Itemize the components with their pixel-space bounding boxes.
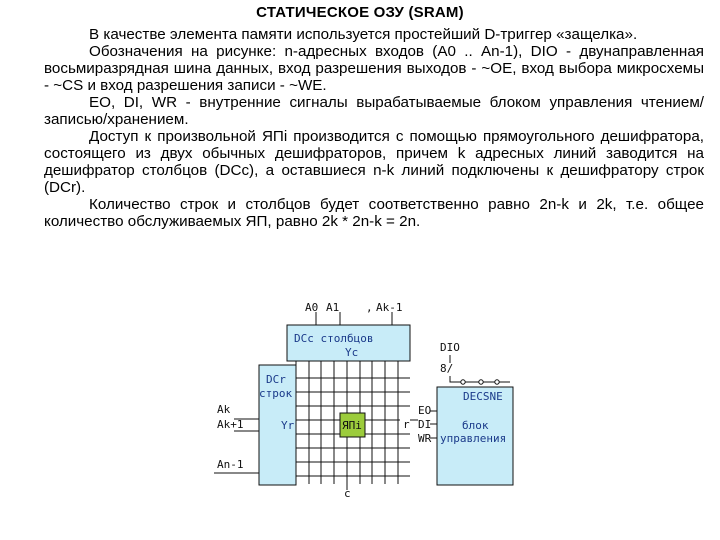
addr-ak-label: Ak bbox=[217, 403, 231, 416]
control-block-sublabel: управления bbox=[440, 432, 507, 445]
paragraph-5: Количество строк и столбцов будет соответственно равно 2n-k и 2k, т.е. общее количество обслуживаемых ЯП, равно 2k * 2n-k = 2n. bbox=[44, 196, 704, 230]
dio-width-label: 8/ bbox=[440, 362, 454, 375]
addr-an1-label: An-1 bbox=[217, 458, 244, 471]
dcc-label: DCc столбцов bbox=[294, 332, 374, 345]
page-title: СТАТИЧЕСКОЕ ОЗУ (SRAM) bbox=[256, 4, 464, 21]
paragraph-3: EO, DI, WR - внутренние сигналы вырабатываемые блоком управления чтением/записью/хранением. bbox=[44, 94, 704, 128]
addr-ak1-label: Ak-1 bbox=[376, 301, 403, 314]
paragraph-1: В качестве элемента памяти используется простейший D-триггер «защелка». bbox=[89, 26, 638, 43]
dcr-rows-label: строк bbox=[259, 387, 293, 400]
dcr-yr-label: Yr bbox=[281, 419, 295, 432]
paragraph-4: Доступ к произвольной ЯПi производится с помощью прямоугольного дешифратора, состоящего из двух обычных дешифраторов, причем k адресных линий заводится на дешифратор столбцов (DCc), а оставшиеся n-k линий подключены к дешифратору строк (DCr). bbox=[44, 128, 704, 196]
signal-wr-label: WR bbox=[418, 432, 432, 445]
control-block-label: блок bbox=[462, 419, 489, 432]
addr-a1-label: A1 bbox=[326, 301, 340, 314]
decsne-label: DECSNE bbox=[463, 390, 503, 403]
column-c-label: c bbox=[344, 487, 351, 500]
addr-sep-label: , bbox=[366, 301, 373, 314]
addr-ak-plus-label: Ak+1 bbox=[217, 418, 244, 431]
memory-cell-label: ЯПi bbox=[342, 419, 362, 432]
row-r-label: r bbox=[403, 418, 410, 431]
signal-di-label: DI bbox=[418, 418, 432, 431]
dio-label: DIO bbox=[440, 341, 460, 354]
addr-a0-label: A0 bbox=[305, 301, 319, 314]
paragraph-2: Обозначения на рисунке: n-адресных входов (А0 .. Аn-1), DIO - двунаправленная восьмиразрядная шина данных, вход разрешения выходов - ~OE, вход выбора микросхемы - ~CS и вход разрешения записи - ~WE. bbox=[44, 43, 704, 94]
signal-eo-label: EO bbox=[418, 404, 432, 417]
dcc-yc-label: Yc bbox=[345, 346, 359, 359]
dcr-label: DCr bbox=[266, 373, 286, 386]
